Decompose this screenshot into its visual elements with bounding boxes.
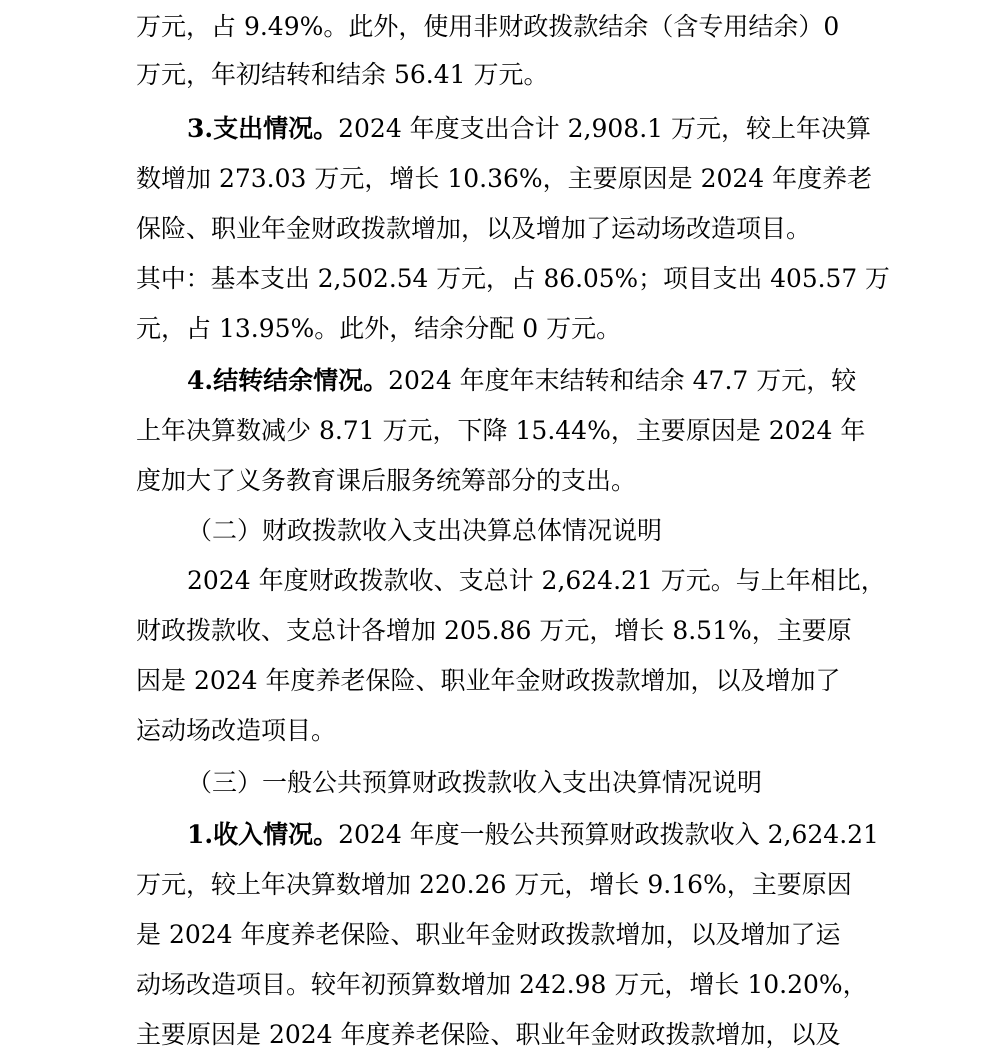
text-line <box>0 112 1000 146</box>
heading-text: （二）财政拨款收入支出决算总体情况说明 <box>187 516 663 545</box>
text-line <box>0 312 1000 346</box>
text-line <box>0 918 1000 952</box>
text-line <box>0 414 1000 448</box>
line-text: 主要原因是 2024 年度养老保险、职业年金财政拨款增加，以及 <box>136 1020 841 1049</box>
line-text: 万元，较上年决算数增加 220.26 万元，增长 9.16%，主要原因 <box>136 870 852 899</box>
line-text: 动场改造项目。较年初预算数增加 242.98 万元，增长 10.20%， <box>136 970 868 999</box>
text-line <box>0 364 1000 398</box>
section-lead-expenditure: 3.支出情况。 <box>187 114 339 143</box>
line-text: 财政拨款收、支总计各增加 205.86 万元，增长 8.51%，主要原 <box>136 616 852 645</box>
text-line <box>0 714 1000 748</box>
line-text: 万元，占 9.49%。此外，使用非财政拨款结余（含专用结余）0 <box>136 12 840 41</box>
heading-text: （三）一般公共预算财政拨款收入支出决算情况说明 <box>187 768 763 797</box>
line-text: 2024 年度年末结转和结余 47.7 万元，较 <box>388 366 857 395</box>
text-line <box>0 58 1000 92</box>
text-line <box>0 212 1000 246</box>
line-text: 度加大了义务教育课后服务统筹部分的支出。 <box>136 466 637 495</box>
line-text: 运动场改造项目。 <box>136 716 337 745</box>
text-line <box>0 868 1000 902</box>
line-text: 上年决算数减少 8.71 万元，下降 15.44%，主要原因是 2024 年 <box>136 416 866 445</box>
text-line <box>0 464 1000 498</box>
line-text: 保险、职业年金财政拨款增加，以及增加了运动场改造项目。 <box>136 214 812 243</box>
line-text: 万元，年初结转和结余 56.41 万元。 <box>136 60 549 89</box>
section-heading <box>0 514 1000 548</box>
line-text: 2024 年度支出合计 2,908.1 万元，较上年决算 <box>338 114 871 143</box>
text-line <box>0 818 1000 852</box>
line-text: 元，占 13.95%。此外，结余分配 0 万元。 <box>136 314 622 343</box>
section-heading <box>0 766 1000 800</box>
text-line <box>0 664 1000 698</box>
text-line <box>0 262 1000 296</box>
line-text: 因是 2024 年度养老保险、职业年金财政拨款增加，以及增加了 <box>136 666 841 695</box>
text-line <box>0 564 1000 598</box>
section-lead-carryover: 4.结转结余情况。 <box>187 366 389 395</box>
line-text: 其中：基本支出 2,502.54 万元，占 86.05%；项目支出 405.57 万 <box>136 264 890 293</box>
text-line <box>0 968 1000 1002</box>
section-lead-income: 1.收入情况。 <box>187 820 339 849</box>
line-text: 是 2024 年度养老保险、职业年金财政拨款增加，以及增加了运 <box>136 920 841 949</box>
text-line <box>0 10 1000 44</box>
text-line <box>0 1018 1000 1052</box>
line-text: 数增加 273.03 万元，增长 10.36%，主要原因是 2024 年度养老 <box>136 164 873 193</box>
line-text: 2024 年度财政拨款收、支总计 2,624.21 万元。与上年相比， <box>187 566 886 595</box>
text-line <box>0 614 1000 648</box>
line-text: 2024 年度一般公共预算财政拨款收入 2,624.21 <box>338 820 879 849</box>
text-line <box>0 162 1000 196</box>
